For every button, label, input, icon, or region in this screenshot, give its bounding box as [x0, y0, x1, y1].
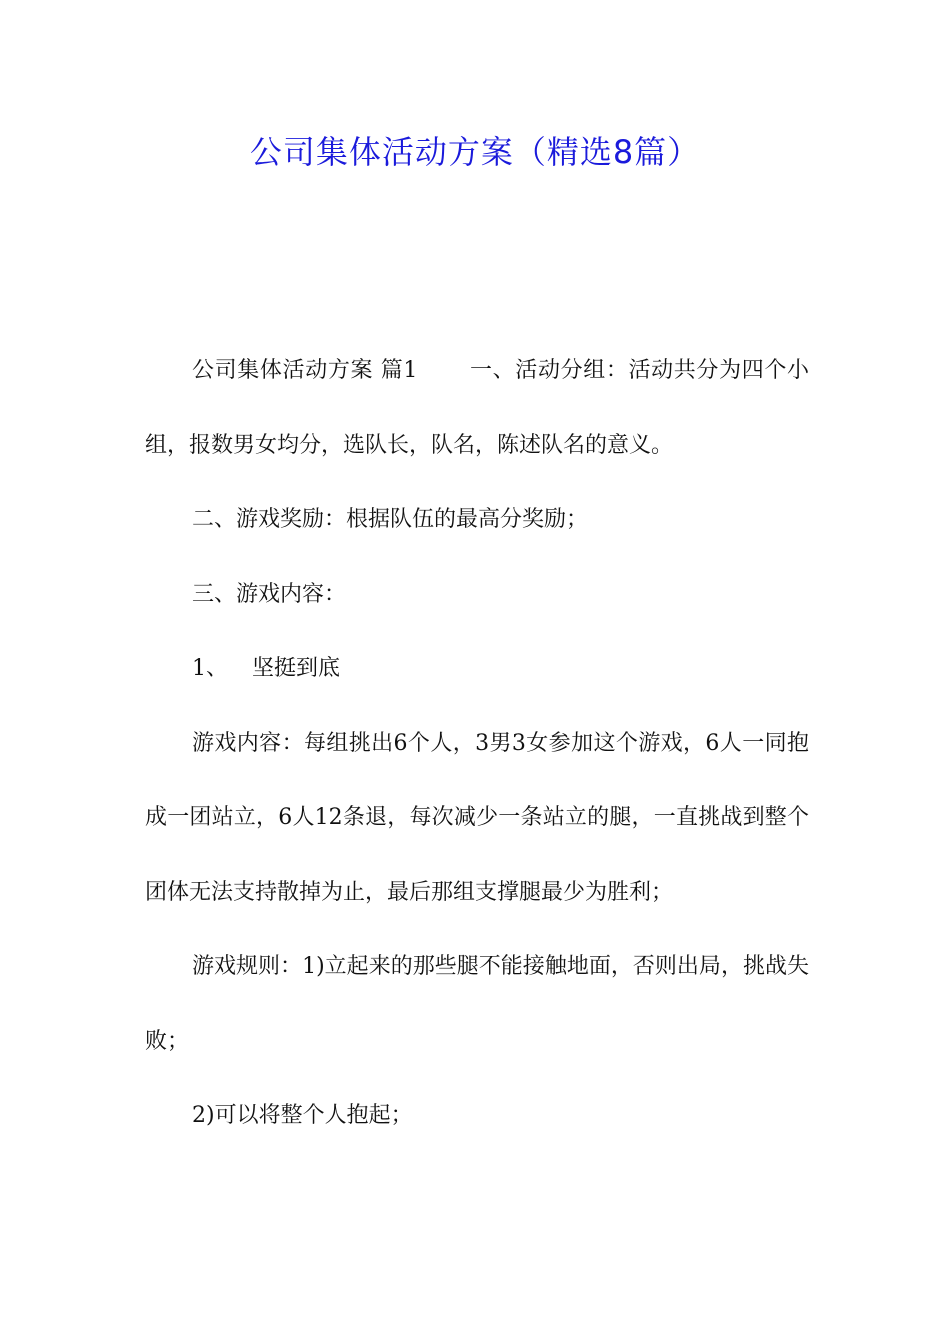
- item-title: 坚挺到底: [252, 656, 341, 681]
- paragraph-game-description: 游戏内容：每组挑出6个人，3男3女参加这个游戏，6人一同抱成一团站立，6人12条退，每次减少一条站立的腿，一直挑战到整个团体无法支持散掉为止，最后那组支撑腿最少为胜利；: [145, 730, 809, 905]
- paragraph-game-content-heading: 三、游戏内容：: [192, 581, 347, 607]
- section-heading: 公司集体活动方案 篇1: [192, 358, 418, 383]
- item-number: 1、: [192, 656, 228, 681]
- document-body: [145, 334, 809, 1154]
- paragraph-rule-2: 2)可以将整个人抱起；: [192, 1103, 413, 1128]
- paragraph-game-reward: 二、游戏奖励：根据队伍的最高分奖励；: [192, 507, 589, 532]
- paragraph-activity-grouping: 一、活动分组：活动共分为四个小组，报数男女均分，选队长，队名，陈述队名的意义。: [145, 358, 809, 458]
- paragraph-section-heading: [145, 334, 809, 483]
- document-title: 公司集体活动方案（精选8篇）: [249, 133, 701, 171]
- paragraph-game-rules: 游戏规则：1)立起来的那些腿不能接触地面，否则出局，挑战失败；: [145, 954, 809, 1054]
- paragraph-game-item-1: [145, 632, 809, 707]
